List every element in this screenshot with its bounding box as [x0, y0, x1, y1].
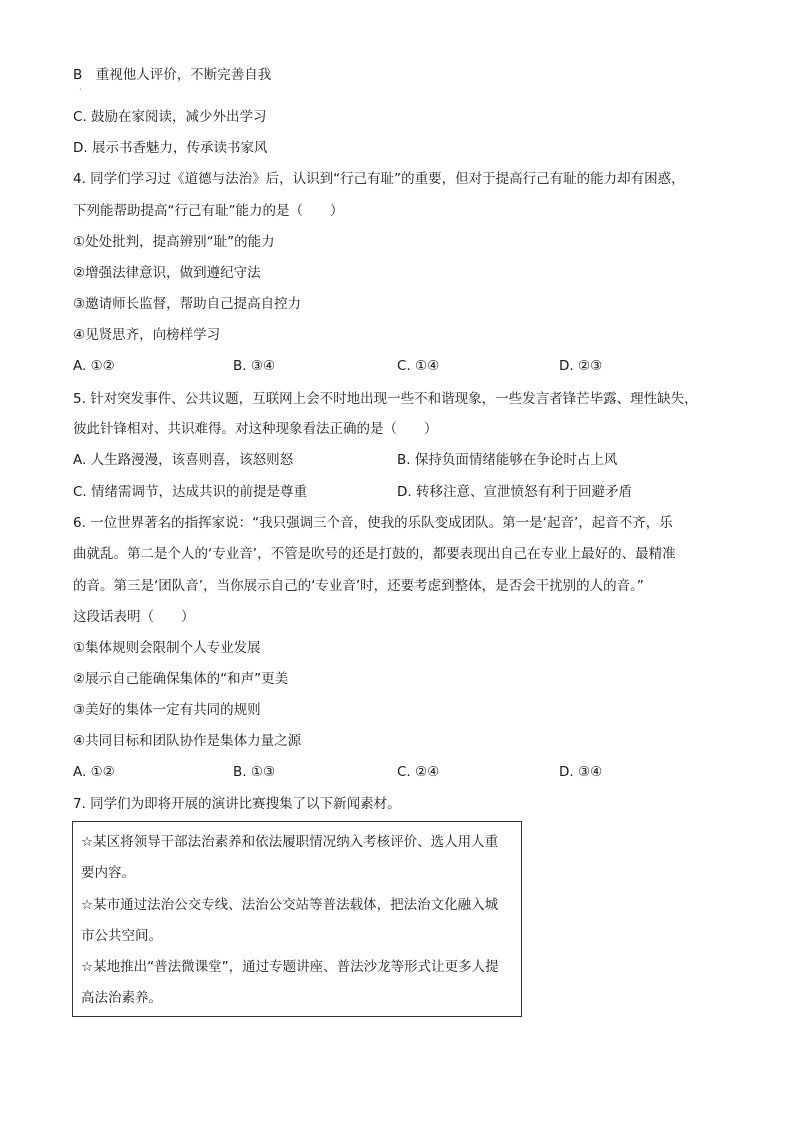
q6-option-b: B. ①③	[233, 764, 276, 780]
q6-stem-line-4: 这段话表明（ ）	[73, 609, 195, 625]
q6-item-2: ②展示自己能确保集体的“和声”更美	[73, 671, 289, 687]
q5-option-c: C. 情绪需调节，达成共识的前提是尊重	[73, 484, 308, 500]
news-line-6: 高法治素养。	[81, 990, 162, 1006]
q4-item-4: ④见贤思齐，向榜样学习	[73, 327, 221, 343]
q4-stem-line-1: 4. 同学们学习过《道德与法治》后，认识到“行己有耻”的重要，但对于提高行己有耻的能力却有困惑，	[73, 171, 685, 187]
q5-option-a: A. 人生路漫漫，该喜则喜，该怒则怒	[73, 452, 294, 468]
news-line-5: ☆某地推出“普法微课堂”，通过专题讲座、普法沙龙等形式让更多人提	[81, 959, 499, 975]
q6-stem-line-3: 的音。第三是‘团队音’，当你展示自己的‘专业音’时，还要考虑到整体，是否会干扰别的人的音。”	[73, 578, 644, 594]
q4-option-c: C. ①④	[397, 358, 440, 374]
q6-option-d: D. ③④	[559, 764, 603, 780]
q4-stem-line-2: 下列能帮助提高“行己有耻”能力的是（ ）	[73, 203, 344, 219]
news-line-4: 市公共空间。	[81, 928, 162, 944]
q6-item-3: ③美好的集体一定有共同的规则	[73, 702, 261, 718]
q4-item-3: ③邀请师长监督，帮助自己提高自控力	[73, 296, 302, 312]
q4-option-a: A. ①②	[73, 358, 115, 374]
stray-dot: ·	[79, 85, 82, 94]
q6-item-1: ①集体规则会限制个人专业发展	[73, 640, 261, 656]
q5-stem-line-2: 彼此针锋相对、共识难得。对这种现象看法正确的是（ ）	[73, 421, 438, 437]
q7-stem: 7. 同学们为即将开展的演讲比赛搜集了以下新闻素材。	[73, 796, 401, 812]
q3-option-d: D. 展示书香魅力，传承读书家风	[73, 140, 268, 156]
q4-option-b: B. ③④	[233, 358, 276, 374]
q5-stem-line-1: 5. 针对突发事件、公共议题，互联网上会不时地出现一些不和谐现象，一些发言者锋芒毕露、理性缺失，	[73, 391, 698, 407]
q6-stem-line-1: 6. 一位世界著名的指挥家说：“我只强调三个音，使我的乐队变成团队。第一是‘起音’，起音不齐，乐	[73, 515, 673, 531]
q4-item-1: ①处处批判，提高辨别“耻”的能力	[73, 234, 275, 250]
q4-option-d: D. ②③	[559, 358, 603, 374]
q3-option-b: B 重视他人评价，不断完善自我	[73, 67, 272, 83]
q6-option-a: A. ①②	[73, 764, 115, 780]
q5-option-d: D. 转移注意、宣泄愤怒有利于回避矛盾	[397, 484, 632, 500]
q5-option-b: B. 保持负面情绪能够在争论时占上风	[397, 452, 618, 468]
news-line-2: 要内容。	[81, 865, 135, 881]
q6-option-c: C. ②④	[397, 764, 440, 780]
news-material-box	[72, 821, 522, 1017]
news-line-3: ☆某市通过法治公交专线、法治公交站等普法载体，把法治文化融入城	[81, 897, 499, 913]
q4-item-2: ②增强法律意识，做到遵纪守法	[73, 265, 261, 281]
q3-option-c: C. 鼓励在家阅读，减少外出学习	[73, 109, 267, 125]
q6-stem-line-2: 曲就乱。第二是个人的‘专业音’，不管是吹号的还是打鼓的，都要表现出自己在专业上最好的、最精准	[73, 546, 676, 562]
q6-item-4: ④共同目标和团队协作是集体力量之源	[73, 733, 302, 749]
news-line-1: ☆某区将领导干部法治素养和依法履职情况纳入考核评价、选人用人重	[81, 834, 499, 850]
